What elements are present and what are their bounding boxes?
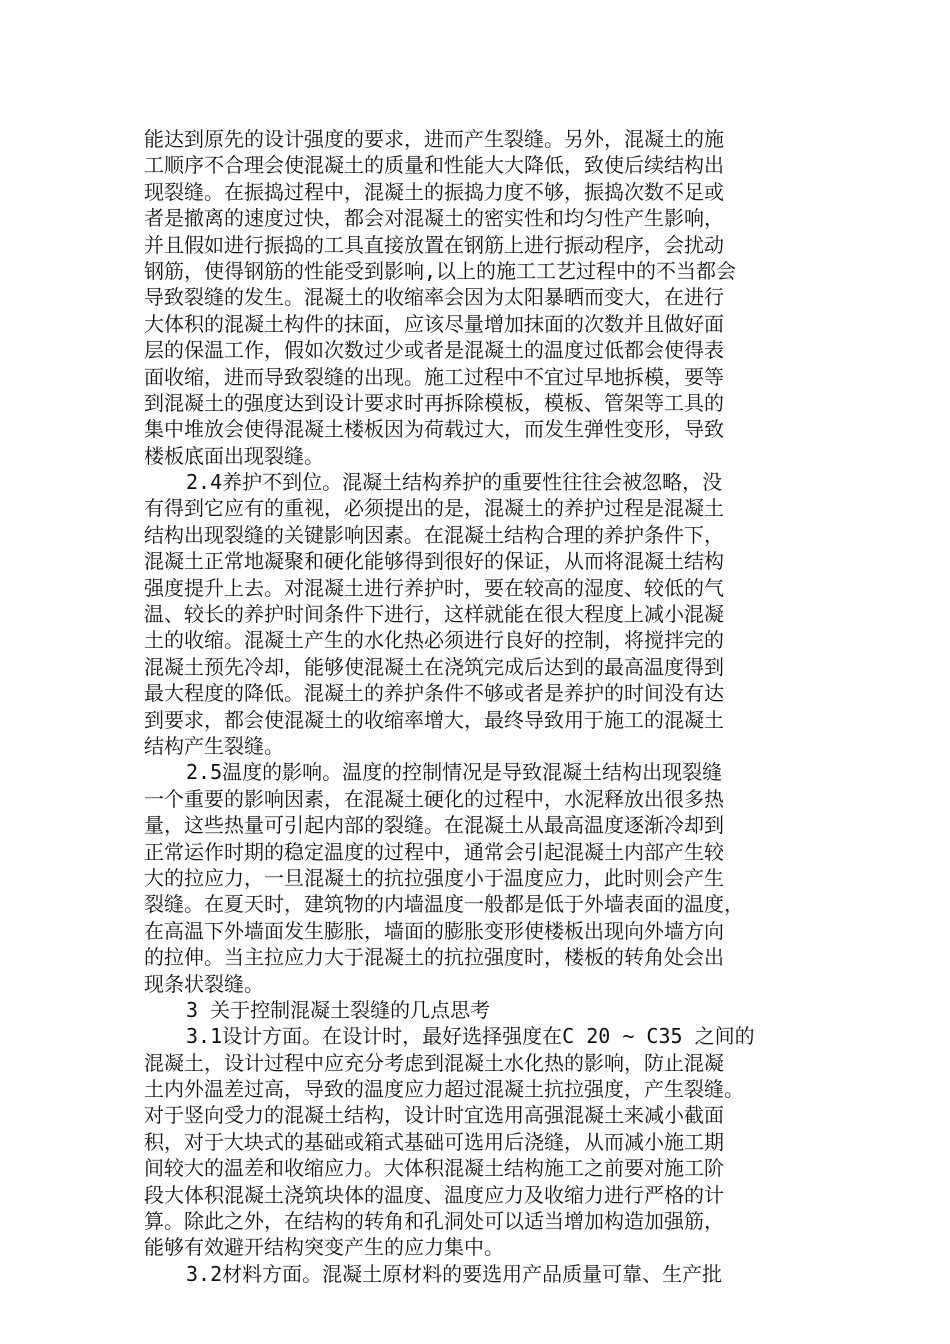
text-line: 一个重要的影响因素，在混凝土硬化的过程中，水泥释放出很多热 — [144, 786, 724, 811]
text-line: 并且假如进行振捣的工具直接放置在钢筋上进行振动程序，会扰动 — [144, 232, 724, 257]
text-line: 结构产生裂缝。 — [144, 733, 284, 758]
text-line: 工顺序不合理会使混凝土的质量和性能大大降低，致使后续结构出 — [144, 153, 724, 178]
paragraph-start-line: 2.4养护不到位。混凝土结构养护的重要性往往会被忽略，没 — [186, 470, 723, 495]
text-line: 钢筋，使得钢筋的性能受到影响,以上的施工工艺过程中的不当都会 — [144, 258, 737, 283]
text-line: 导致裂缝的发生。混凝土的收缩率会因为太阳暴晒而变大，在进行 — [144, 285, 724, 310]
text-line: 裂缝。在夏天时，建筑物的内墙温度一般都是低于外墙表面的温度， — [144, 892, 744, 917]
document-page — [144, 126, 808, 1287]
text-line: 者是撤离的速度过快，都会对混凝土的密实性和均匀性产生影响， — [144, 206, 724, 231]
text-line: 算。除此之外，在结构的转角和孔洞处可以适当增加构造加强筋， — [144, 1209, 724, 1234]
text-line: 到要求，都会使混凝土的收缩率增大，最终导致用于施工的混凝土 — [144, 707, 724, 732]
text-line: 混凝土，设计过程中应充分考虑到混凝土水化热的影响，防止混凝 — [144, 1050, 724, 1075]
text-line: 对于竖向受力的混凝土结构，设计时宜选用高强混凝土来减小截面 — [144, 1103, 724, 1128]
text-line: 量，这些热量可引起内部的裂缝。在混凝土从最高温度逐渐冷却到 — [144, 813, 724, 838]
text-line: 能达到原先的设计强度的要求，进而产生裂缝。另外，混凝土的施 — [144, 127, 724, 151]
text-line: 温、较长的养护时间条件下进行，这样就能在很大程度上减小混凝 — [144, 602, 724, 627]
text-line: 现条状裂缝。 — [144, 971, 264, 996]
text-line: 楼板底面出现裂缝。 — [144, 443, 324, 468]
paragraph-start-line: 2.5温度的影响。温度的控制情况是导致混凝土结构出现裂缝 — [186, 760, 723, 785]
text-line: 段大体积混凝土浇筑块体的温度、温度应力及收缩力进行严格的计 — [144, 1182, 724, 1207]
text-line: 正常运作时期的稳定温度的过程中，通常会引起混凝土内部产生较 — [144, 839, 724, 864]
text-line: 积，对于大块式的基础或箱式基础可选用后浇缝，从而减小施工期 — [144, 1129, 724, 1154]
paragraph-start-line: 3 关于控制混凝土裂缝的几点思考 — [186, 997, 491, 1022]
text-line: 大的拉应力，一旦混凝土的抗拉强度小于温度应力，此时则会产生 — [144, 865, 724, 890]
text-line: 土内外温差过高，导致的温度应力超过混凝土抗拉强度，产生裂缝。 — [144, 1077, 744, 1102]
text-line: 层的保温工作，假如次数过少或者是混凝土的温度过低都会使得表 — [144, 338, 724, 363]
text-line: 面收缩，进而导致裂缝的出现。施工过程中不宜过早地拆模，要等 — [144, 364, 724, 389]
text-line: 现裂缝。在振捣过程中，混凝土的振捣力度不够，振捣次数不足或 — [144, 179, 724, 204]
text-line: 最大程度的降低。混凝土的养护条件不够或者是养护的时间没有达 — [144, 681, 724, 706]
text-line: 土的收缩。混凝土产生的水化热必须进行良好的控制，将搅拌完的 — [144, 628, 724, 653]
text-line: 在高温下外墙面发生膨胀，墙面的膨胀变形使楼板出现向外墙方向 — [144, 918, 724, 943]
text-line: 结构出现裂缝的关键影响因素。在混凝土结构合理的养护条件下， — [144, 522, 724, 547]
text-line: 集中堆放会使得混凝土楼板因为荷载过大，而发生弹性变形，导致 — [144, 417, 724, 442]
text-line: 强度提升上去。对混凝土进行养护时，要在较高的湿度、较低的气 — [144, 575, 724, 600]
text-line: 混凝土正常地凝聚和硬化能够得到很好的保证，从而将混凝土结构 — [144, 549, 724, 574]
text-line: 的拉伸。当主拉应力大于混凝土的抗拉强度时，楼板的转角处会出 — [144, 945, 724, 970]
text-line: 间较大的温差和收缩应力。大体积混凝土结构施工之前要对施工阶 — [144, 1156, 724, 1181]
text-line: 大体积的混凝土构件的抹面，应该尽量增加抹面的次数并且做好面 — [144, 311, 724, 336]
paragraph-start-line: 3.1设计方面。在设计时，最好选择强度在C 20 ~ C35 之间的 — [186, 1024, 755, 1049]
text-line: 混凝土预先冷却，能够使混凝土在浇筑完成后达到的最高温度得到 — [144, 654, 724, 679]
text-line: 能够有效避开结构突变产生的应力集中。 — [144, 1235, 504, 1260]
text-line: 到混凝土的强度达到设计要求时再拆除模板，模板、管架等工具的 — [144, 390, 724, 415]
text-line: 有得到它应有的重视，必须提出的是，混凝土的养护过程是混凝土 — [144, 496, 724, 521]
paragraph-start-line: 3.2材料方面。混凝土原材料的要选用产品质量可靠、生产批 — [186, 1261, 723, 1286]
